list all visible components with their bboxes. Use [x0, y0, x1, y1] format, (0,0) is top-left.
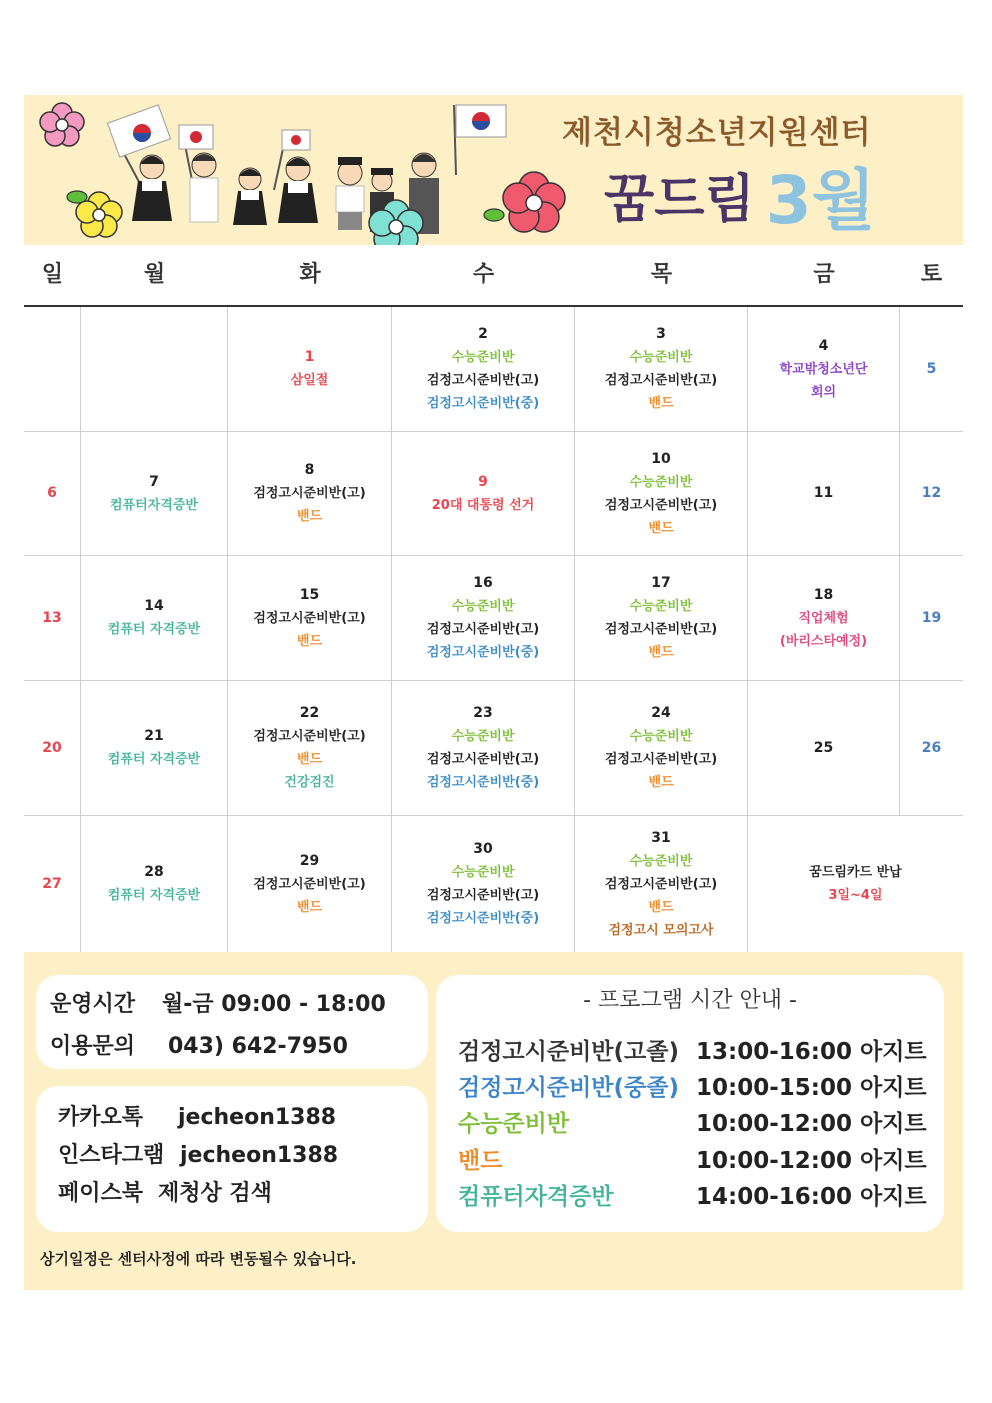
event-label: 수능준비반 — [451, 350, 515, 365]
event-label: 검정고시준비반(고) — [253, 610, 366, 626]
event-label: 회의 — [810, 384, 837, 400]
day-number: 26 — [921, 739, 942, 756]
program-name: 수능준비반 — [458, 1111, 570, 1137]
sns-kakao-value: jecheon1388 — [178, 1105, 337, 1130]
event-label: 검정고시 모의고사 — [608, 922, 714, 938]
event-label: 수능준비반 — [629, 350, 693, 365]
day-number: 15 — [299, 586, 320, 603]
card-return-title: 꿈드림카드 반납 — [809, 865, 902, 880]
program-time: 10:00-12:00 아지트 — [696, 1111, 927, 1137]
calendar-cell — [575, 307, 748, 432]
calendar-cell — [900, 307, 963, 432]
event-label: 수능준비반 — [629, 474, 693, 490]
weekday-thu: 목 — [650, 262, 673, 287]
calendar-cell — [392, 681, 575, 816]
event-label: 검정고시준비반(고) — [604, 876, 718, 892]
event-label: 수능준비반 — [451, 599, 515, 614]
program-name: 검정고시준비반(고졸) — [458, 1039, 679, 1065]
calendar-cell — [81, 432, 228, 556]
day-number: 5 — [926, 360, 937, 377]
event-label: 컴퓨터자격증반 — [110, 497, 198, 513]
event-label: 20대 대통령 선거 — [431, 497, 535, 513]
card-return-dates: 3일~4일 — [828, 888, 883, 903]
hours-box — [36, 975, 428, 1069]
program-time: 10:00-15:00 아지트 — [696, 1075, 927, 1101]
calendar-cell — [81, 681, 228, 816]
day-number: 2 — [478, 326, 488, 342]
calendar-cell — [81, 556, 228, 681]
red-flower-icon — [484, 172, 565, 232]
calendar-sheet — [24, 95, 963, 1290]
hours-value: 월-금 09:00 - 18:00 — [162, 992, 386, 1017]
contact-value: 043) 642-7950 — [168, 1034, 348, 1059]
event-label: (바리스타예정) — [779, 633, 868, 649]
sns-facebook-value: 제청상 검색 — [158, 1181, 272, 1206]
event-label: 밴드 — [648, 645, 674, 660]
calendar-cell — [392, 816, 575, 952]
day-number: 21 — [144, 728, 164, 744]
day-number: 16 — [473, 575, 493, 591]
sns-box — [36, 1086, 428, 1232]
calendar-cell — [228, 681, 392, 816]
info-footer — [24, 952, 963, 1290]
event-label: 검정고시준비반(중) — [426, 396, 540, 411]
event-label: 검정고시준비반(고) — [426, 373, 540, 388]
event-label: 수능준비반 — [451, 865, 515, 880]
program-row — [458, 1069, 938, 1102]
calendar-grid — [24, 307, 963, 952]
sns-facebook — [58, 1176, 272, 1207]
event-label: 검정고시준비반(중) — [426, 775, 540, 790]
calendar-cell — [575, 816, 748, 952]
event-label: 검정고시준비반(고) — [604, 752, 718, 767]
event-label: 건강검진 — [284, 775, 335, 790]
calendar-cell — [392, 556, 575, 681]
day-number: 28 — [144, 864, 164, 880]
program-time: 10:00-12:00 아지트 — [696, 1148, 927, 1174]
event-label: 학교밖청소년단 — [779, 361, 868, 377]
program-time-box — [436, 975, 944, 1232]
header-banner — [24, 95, 963, 245]
event-label: 검정고시준비반(고) — [426, 752, 540, 767]
event-label: 밴드 — [296, 633, 323, 649]
event-label: 검정고시준비반(중) — [426, 911, 540, 926]
calendar-cell — [748, 681, 900, 816]
weekday-sun: 일 — [41, 262, 64, 287]
hours-line — [50, 987, 386, 1018]
pink-flower-icon — [40, 103, 84, 146]
calendar-cell — [81, 307, 228, 432]
org-title: 제천시청소년지원센터 — [562, 115, 872, 151]
calendar-cell — [81, 816, 228, 952]
day-number: 8 — [304, 462, 315, 478]
schedule-notice: 상기일정은 센터사정에 따라 변동될수 있습니다. — [40, 1250, 357, 1268]
program-row — [458, 1142, 938, 1175]
day-number: 29 — [299, 852, 320, 869]
sns-kakao — [58, 1100, 336, 1131]
event-label: 밴드 — [296, 899, 323, 915]
event-label: 컴퓨터 자격증반 — [107, 752, 201, 767]
day-number: 1 — [304, 349, 315, 365]
day-number: 22 — [299, 705, 320, 721]
sns-facebook-label: 페이스북 — [58, 1181, 144, 1206]
event-label: 수능준비반 — [629, 729, 693, 744]
event-label: 밴드 — [296, 509, 323, 524]
calendar-cell — [24, 816, 81, 952]
calendar-cell — [575, 556, 748, 681]
event-label: 수능준비반 — [451, 729, 515, 744]
event-label: 밴드 — [296, 752, 323, 767]
day-number: 24 — [651, 705, 671, 721]
day-number: 9 — [478, 473, 488, 490]
calendar-cell — [575, 432, 748, 556]
program-name: 꿈드림 — [604, 170, 755, 230]
event-label: 직업체험 — [798, 610, 849, 626]
day-number: 11 — [813, 485, 834, 501]
event-label: 밴드 — [648, 520, 674, 536]
contact-label: 이용문의 — [50, 1034, 136, 1059]
weekday-wed: 수 — [472, 262, 495, 287]
day-number: 17 — [651, 575, 671, 591]
program-row — [458, 1033, 938, 1066]
sns-instagram-label: 인스타그램 — [58, 1143, 165, 1168]
calendar-cell — [900, 432, 963, 556]
event-label: 밴드 — [648, 899, 674, 915]
calendar-cell — [748, 307, 900, 432]
day-number: 12 — [921, 485, 942, 501]
day-number: 14 — [144, 598, 164, 614]
event-label: 검정고시준비반(중) — [426, 645, 540, 660]
event-label: 컴퓨터 자격증반 — [107, 622, 201, 637]
month-title: 3월 — [765, 162, 876, 239]
sns-kakao-label: 카카오톡 — [58, 1105, 144, 1130]
event-label: 검정고시준비반(고) — [604, 373, 718, 388]
day-number: 27 — [42, 875, 62, 892]
calendar-cell — [228, 556, 392, 681]
day-number: 25 — [813, 739, 834, 756]
calendar-cell — [228, 307, 392, 432]
weekday-mon: 월 — [143, 262, 166, 287]
day-number: 30 — [473, 841, 493, 857]
calendar-cell — [228, 432, 392, 556]
calendar-cell — [748, 432, 900, 556]
contact-line — [50, 1029, 348, 1060]
sns-instagram — [58, 1138, 338, 1169]
program-row — [458, 1105, 938, 1138]
program-time: 13:00-16:00 아지트 — [696, 1039, 927, 1065]
calendar-cell — [228, 816, 392, 952]
event-label: 검정고시준비반(고) — [253, 486, 366, 501]
day-number: 4 — [818, 337, 829, 354]
title-row — [604, 147, 875, 242]
yellow-flower-icon — [67, 191, 122, 237]
event-label: 검정고시준비반(고) — [604, 497, 718, 513]
weekday-tue: 화 — [299, 262, 321, 287]
weekday-fri: 금 — [813, 262, 835, 287]
day-number: 10 — [651, 450, 671, 467]
program-name: 컴퓨터자격증반 — [458, 1184, 614, 1210]
calendar-cell — [24, 432, 81, 556]
event-label: 수능준비반 — [629, 853, 693, 869]
calendar-cell — [748, 556, 900, 681]
program-name: 검정고시준비반(중졸) — [458, 1075, 679, 1101]
event-label: 검정고시준비반(고) — [253, 729, 366, 744]
day-number: 7 — [149, 473, 159, 490]
card-return-notice — [748, 816, 963, 952]
day-number: 18 — [813, 586, 834, 603]
day-number: 6 — [47, 485, 57, 501]
event-label: 검정고시준비반(고) — [426, 622, 540, 637]
day-number: 23 — [473, 705, 493, 721]
day-number: 31 — [651, 829, 671, 846]
event-label: 검정고시준비반(고) — [253, 876, 366, 892]
hours-label: 운영시간 — [50, 992, 136, 1017]
day-number: 20 — [42, 739, 62, 756]
weekday-header — [24, 245, 963, 307]
day-number: 3 — [656, 326, 666, 342]
event-label: 검정고시준비반(고) — [604, 622, 718, 637]
weekday-sat: 토 — [920, 262, 943, 287]
calendar-cell — [900, 681, 963, 816]
event-label: 수능준비반 — [629, 599, 693, 614]
day-number: 19 — [921, 609, 942, 626]
calendar-cell — [392, 432, 575, 556]
program-name: 밴드 — [458, 1148, 503, 1174]
program-row — [458, 1178, 938, 1211]
event-label: 밴드 — [648, 396, 674, 411]
sns-instagram-value: jecheon1388 — [180, 1143, 339, 1168]
event-label: 밴드 — [648, 775, 674, 790]
event-label: 컴퓨터 자격증반 — [107, 888, 201, 903]
calendar-cell — [575, 681, 748, 816]
day-number: 13 — [42, 609, 62, 626]
calendar-cell — [24, 556, 81, 681]
calendar-cell — [392, 307, 575, 432]
event-label: 검정고시준비반(고) — [426, 888, 540, 903]
program-heading: - 프로그램 시간 안내 - — [583, 988, 797, 1013]
calendar-cell — [24, 307, 81, 432]
calendar-cell — [24, 681, 81, 816]
program-time: 14:00-16:00 아지트 — [696, 1184, 927, 1210]
event-label: 삼일절 — [290, 373, 329, 388]
calendar-cell — [900, 556, 963, 681]
